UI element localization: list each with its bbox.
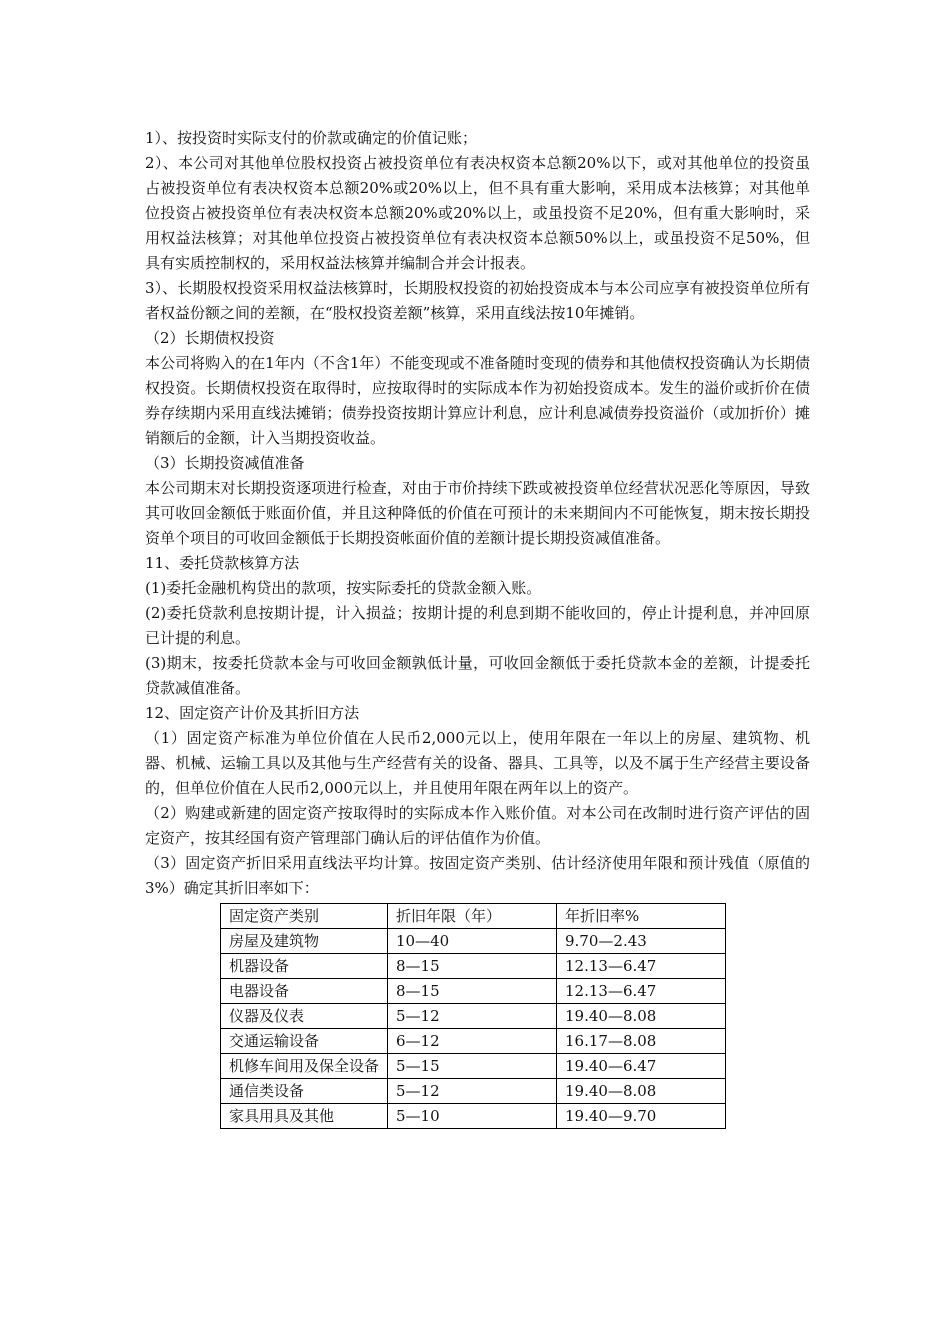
table-row (221, 1104, 726, 1129)
table-cell: 房屋及建筑物 (221, 929, 388, 954)
paragraph: (3)期末，按委托贷款本金与可收回金额孰低计量，可收回金额低于委托贷款本金的差额，计提委托贷款减值准备。 (145, 654, 810, 697)
table-header-cell: 折旧年限（年） (388, 904, 557, 929)
table-cell: 19.40—6.47 (557, 1054, 726, 1079)
document-page (145, 126, 810, 1129)
table-cell: 12.13—6.47 (557, 954, 726, 979)
table-header-row (221, 904, 726, 929)
table-row (221, 1079, 726, 1104)
paragraph: 3）、长期股权投资采用权益法核算时，长期股权投资的初始投资成本与本公司应享有被投资单位所有者权益份额之间的差额，在“股权投资差额”核算，采用直线法按10年摊销。 (145, 279, 810, 322)
paragraph: 本公司期末对长期投资逐项进行检查，对由于市价持续下跌或被投资单位经营状况恶化等原因，导致其可收回金额低于账面价值，并且这种降低的价值在可预计的未来期间内不可能恢复，期末按长期投资单个项目的可收回金额低于长期投资帐面价值的差额计提长期投资减值准备。 (145, 479, 810, 547)
table-cell: 12.13—6.47 (557, 979, 726, 1004)
table-row (221, 979, 726, 1004)
table-cell: 交通运输设备 (221, 1029, 388, 1054)
table-header-cell: 年折旧率% (557, 904, 726, 929)
paragraph: （3）固定资产折旧采用直线法平均计算。按固定资产类别、估计经济使用年限和预计残值（原值的3%）确定其折旧率如下： (145, 854, 810, 897)
section-heading: （3）长期投资减值准备 (145, 454, 305, 472)
paragraph: （1）固定资产标准为单位价值在人民币2,000元以上，使用年限在一年以上的房屋、建筑物、机器、机械、运输工具以及其他与生产经营有关的设备、器具、工具等，以及不属于生产经营主要设备的，但单位价值在人民币2,000元以上，并且使用年限在两年以上的资产。 (145, 729, 810, 797)
table-cell: 16.17—8.08 (557, 1029, 726, 1054)
paragraph: 2）、本公司对其他单位股权投资占被投资单位有表决权资本总额20%以下，或对其他单位的投资虽占被投资单位有表决权资本总额20%或20%以上，但不具有重大影响，采用成本法核算；对其他单位投资占被投资单位有表决权资本总额20%或20%以上，或虽投资不足20%，但有重大影响时，采用权益法核算；对其他单位投资占被投资单位有表决权资本总额50%以上，或虽投资不足50%，但具有实质控制权的，采用权益法核算并编制合并会计报表。 (145, 154, 810, 272)
section-heading: 12、固定资产计价及其折旧方法 (145, 704, 360, 722)
table-cell: 电器设备 (221, 979, 388, 1004)
table-cell: 5—12 (388, 1079, 557, 1104)
table-cell: 机修车间用及保全设备 (221, 1054, 388, 1079)
table-cell: 机器设备 (221, 954, 388, 979)
table-cell: 5—15 (388, 1054, 557, 1079)
table-row (221, 1029, 726, 1054)
table-cell: 19.40—8.08 (557, 1079, 726, 1104)
table-cell: 6—12 (388, 1029, 557, 1054)
paragraph: 本公司将购入的在1年内（不含1年）不能变现或不准备随时变现的债券和其他债权投资确认为长期债权投资。长期债权投资在取得时，应按取得时的实际成本作为初始投资成本。发生的溢价或折价在债券存续期内采用直线法摊销；债券投资按期计算应计利息，应计利息减债券投资溢价（或加折价）摊销额后的金额，计入当期投资收益。 (145, 354, 810, 447)
table-cell: 8—15 (388, 979, 557, 1004)
paragraph: 1）、按投资时实际支付的价款或确定的价值记账； (145, 129, 478, 147)
table-cell: 10—40 (388, 929, 557, 954)
table-header-cell: 固定资产类别 (221, 904, 388, 929)
table-row (221, 1054, 726, 1079)
table-row (221, 929, 726, 954)
table-cell: 仪器及仪表 (221, 1004, 388, 1029)
table-row (221, 1004, 726, 1029)
depreciation-table (220, 903, 726, 1129)
section-heading: （2）长期债权投资 (145, 329, 275, 347)
paragraph: (1)委托金融机构贷出的款项，按实际委托的贷款金额入账。 (145, 579, 542, 597)
table-cell: 通信类设备 (221, 1079, 388, 1104)
table-cell: 5—12 (388, 1004, 557, 1029)
paragraph: (2)委托贷款利息按期计提，计入损益；按期计提的利息到期不能收回的，停止计提利息，并冲回原已计提的利息。 (145, 604, 810, 647)
table-cell: 19.40—8.08 (557, 1004, 726, 1029)
table-cell: 家具用具及其他 (221, 1104, 388, 1129)
paragraph: （2）购建或新建的固定资产按取得时的实际成本作入账价值。对本公司在改制时进行资产评估的固定资产，按其经国有资产管理部门确认后的评估值作为价值。 (145, 804, 810, 847)
table-row (221, 954, 726, 979)
table-cell: 8—15 (388, 954, 557, 979)
table-cell: 19.40—9.70 (557, 1104, 726, 1129)
table-cell: 5—10 (388, 1104, 557, 1129)
table-cell: 9.70—2.43 (557, 929, 726, 954)
section-heading: 11、委托贷款核算方法 (145, 554, 300, 572)
